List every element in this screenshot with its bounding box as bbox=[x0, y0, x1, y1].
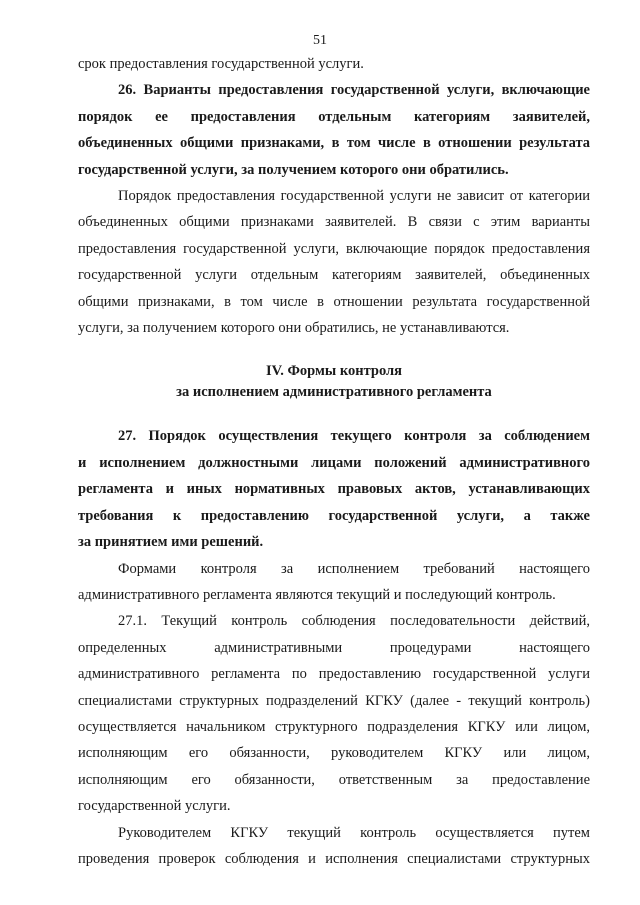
text-line: Порядок предоставления государственной услуги не зависит от категории bbox=[118, 188, 590, 205]
text-line: проведения проверок соблюдения и исполнения специалистами структурных bbox=[78, 850, 590, 867]
heading-line: 26. Варианты предоставления государственной услуги, включающие bbox=[118, 82, 590, 99]
section-26-heading bbox=[78, 77, 590, 183]
text-line: предоставления государственной услуги, включающие порядок предоставления bbox=[78, 240, 590, 257]
text-line: общими признаками, в том числе в отношении результата государственной bbox=[78, 293, 590, 310]
text-line: объединенных общими признаками заявителей. В связи с этим варианты bbox=[78, 214, 590, 231]
chapter-title-line: IV. Формы контроля bbox=[265, 363, 403, 380]
text-line: определенных административными процедурами настоящего bbox=[78, 639, 590, 656]
paragraph-head-control bbox=[78, 820, 590, 873]
text-line: Формами контроля за исполнением требований настоящего bbox=[118, 560, 590, 577]
paragraph-variants bbox=[78, 183, 590, 341]
chapter-title-line: за исполнением административного регламента bbox=[176, 384, 492, 401]
heading-line: требования к предоставлению государственной услуги, а также bbox=[78, 507, 590, 524]
text-line: срок предоставления государственной услуги. bbox=[78, 56, 364, 72]
text-line: Руководителем КГКУ текущий контроль осуществляется путем bbox=[118, 824, 590, 841]
paragraph-control-forms bbox=[78, 556, 590, 609]
text-line: государственной услуги отдельным категориям заявителей, объединенных bbox=[78, 267, 590, 284]
text-line: административного регламента являются текущий и последующий контроль. bbox=[78, 586, 556, 603]
text-line: услуги, за получением которого они обратились, не устанавливаются. bbox=[78, 320, 510, 337]
text-line: административного регламента по предоставлению государственной услуги bbox=[78, 666, 590, 683]
text-line: исполняющим его обязанности, руководителем КГКУ или лицом, bbox=[78, 745, 590, 762]
page-number: 51 bbox=[313, 33, 327, 48]
heading-line: объединенных общими признаками, в том числе в отношении результата bbox=[78, 135, 590, 152]
text-line: 27.1. Текущий контроль соблюдения последовательности действий, bbox=[118, 613, 590, 630]
heading-line: за принятием ими решений. bbox=[78, 534, 264, 551]
document-body bbox=[78, 51, 590, 872]
heading-line: порядок ее предоставления отдельным категориям заявителей, bbox=[78, 108, 590, 125]
section-27-heading bbox=[78, 423, 590, 555]
text-line: осуществляется начальником структурного подразделения КГКУ или лицом, bbox=[78, 718, 590, 735]
text-line: специалистами структурных подразделений КГКУ (далее - текущий контроль) bbox=[78, 692, 590, 709]
paragraph-27-1 bbox=[78, 608, 590, 819]
text-line: государственной услуги. bbox=[78, 798, 231, 815]
heading-line: государственной услуги, за получением которого они обратились. bbox=[78, 161, 509, 178]
chapter-4-title bbox=[78, 361, 590, 403]
heading-line: регламента и иных нормативных правовых актов, устанавливающих bbox=[78, 481, 590, 498]
heading-line: и исполнением должностными лицами положений административного bbox=[78, 454, 590, 471]
text-line: исполняющим его обязанности, ответственным за предоставление bbox=[78, 771, 590, 788]
heading-line: 27. Порядок осуществления текущего контроля за соблюдением bbox=[118, 428, 590, 445]
